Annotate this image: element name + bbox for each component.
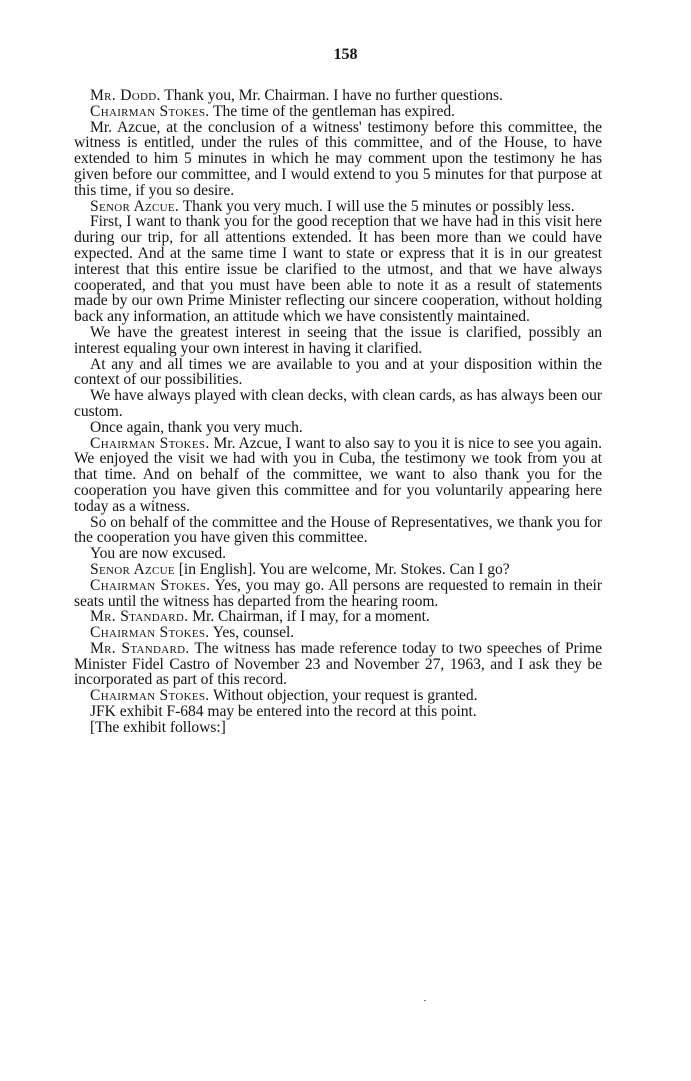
paragraph-text: We have the greatest interest in seeing that the issue is clarified, possibly an interest equaling your own interest in having it clarified. [74, 323, 602, 357]
paragraph [74, 104, 602, 120]
paragraph [74, 720, 602, 736]
speaker-name: Chairman Stokes. [90, 687, 210, 705]
paragraph [74, 609, 602, 625]
paragraph [74, 199, 602, 215]
paragraph-text: Thank you very much. I will use the 5 minutes or possibly less. [179, 197, 575, 215]
paragraph [74, 578, 602, 610]
paragraph [74, 562, 602, 578]
paragraph-text: Without objection, your request is granted. [209, 687, 478, 705]
paragraph-text: Mr. Chairman, if I may, for a moment. [188, 608, 430, 626]
paragraph [74, 120, 602, 199]
paragraph [74, 704, 602, 720]
paragraph-text: The time of the gentleman has expired. [209, 102, 455, 120]
paragraph-text: At any and all times we are available to you and at your disposition within the context of our possibilities. [74, 355, 602, 389]
paragraph-text: So on behalf of the committee and the House of Representatives, we thank you for the cooperation you have given this committee. [74, 513, 602, 547]
paragraph-text: The witness has made reference today to two speeches of Prime Minister Fidel Castro of November 23 and November 27, 1963, and I ask they be incorporated as part of this record. [74, 639, 602, 689]
speaker-name: Senor Azcue. [90, 197, 180, 215]
speaker-name: Mr. Dodd. [90, 87, 161, 104]
paragraph-text: Once again, thank you very much. [90, 418, 303, 436]
paragraph [74, 625, 602, 641]
paragraph-text: Yes, counsel. [209, 624, 295, 642]
paragraph-text: Thank you, Mr. Chairman. I have no further questions. [160, 87, 503, 104]
paragraph [74, 325, 602, 357]
paragraph [74, 388, 602, 420]
paragraph-text: Mr. Azcue, at the conclusion of a witness' testimony before this committee, the witness is entitled, under the rules of this committee, and of the House, to have extended to him 5 minutes in which he may comment upon the testimony he has given before our committee, and I would extend to you 5 minutes for that purpose at this time, if you so desire. [74, 118, 602, 199]
speaker-name: Senor Azcue [90, 560, 175, 578]
paragraph-text: Yes, you may go. All persons are requested to remain in their seats until the witness has departed from the hearing room. [74, 576, 602, 610]
paragraph-text: JFK exhibit F-684 may be entered into the record at this point. [90, 703, 477, 721]
paragraph [74, 515, 602, 547]
paragraph [74, 88, 602, 104]
paragraph-text: [The exhibit follows:] [90, 718, 226, 736]
paragraph [74, 420, 602, 436]
speaker-name: Chairman Stokes. [90, 624, 210, 642]
scan-speck [424, 1000, 426, 1001]
paragraph [74, 546, 602, 562]
paragraph-text: [in English]. You are welcome, Mr. Stokes. Can I go? [174, 560, 510, 578]
paragraph [74, 214, 602, 325]
paragraph-text: We have always played with clean decks, with clean cards, as has always been our custom. [74, 387, 602, 420]
paragraph [74, 436, 602, 515]
paragraph-text: Mr. Azcue, I want to also say to you it is nice to see you again. We enjoyed the visit we had with you in Cuba, the testimony we took from you at that time. And on behalf of the committee, we want to also thank you for the cooperation you have given this committee and for you voluntarily appearing here today as a witness. [74, 434, 602, 515]
paragraph [74, 641, 602, 688]
paragraph [74, 688, 602, 704]
paragraph [74, 357, 602, 389]
transcript-body [74, 88, 602, 736]
page-number: 158 [333, 46, 358, 63]
speaker-name: Mr. Standard. [90, 608, 189, 626]
speaker-name: Chairman Stokes. [90, 576, 211, 594]
speaker-name: Mr. Standard. [90, 639, 190, 657]
paragraph-text: First, I want to thank you for the good reception that we have had in this visit here during our trip, for all attentions extended. It has been more than we could have expected. And at the same time I want to state or express that it is in our greatest interest that this entire issue be clarified to the utmost, and that we have always cooperated, and that you must have been able to note it as a result of statements made by our own Prime Minister reflecting our sincere cooperation, without holding back any information, an attitude which we have consistently maintained. [74, 213, 602, 326]
speaker-name: Chairman Stokes. [90, 434, 210, 452]
speaker-name: Chairman Stokes. [90, 102, 210, 120]
paragraph-text: You are now excused. [90, 545, 227, 563]
